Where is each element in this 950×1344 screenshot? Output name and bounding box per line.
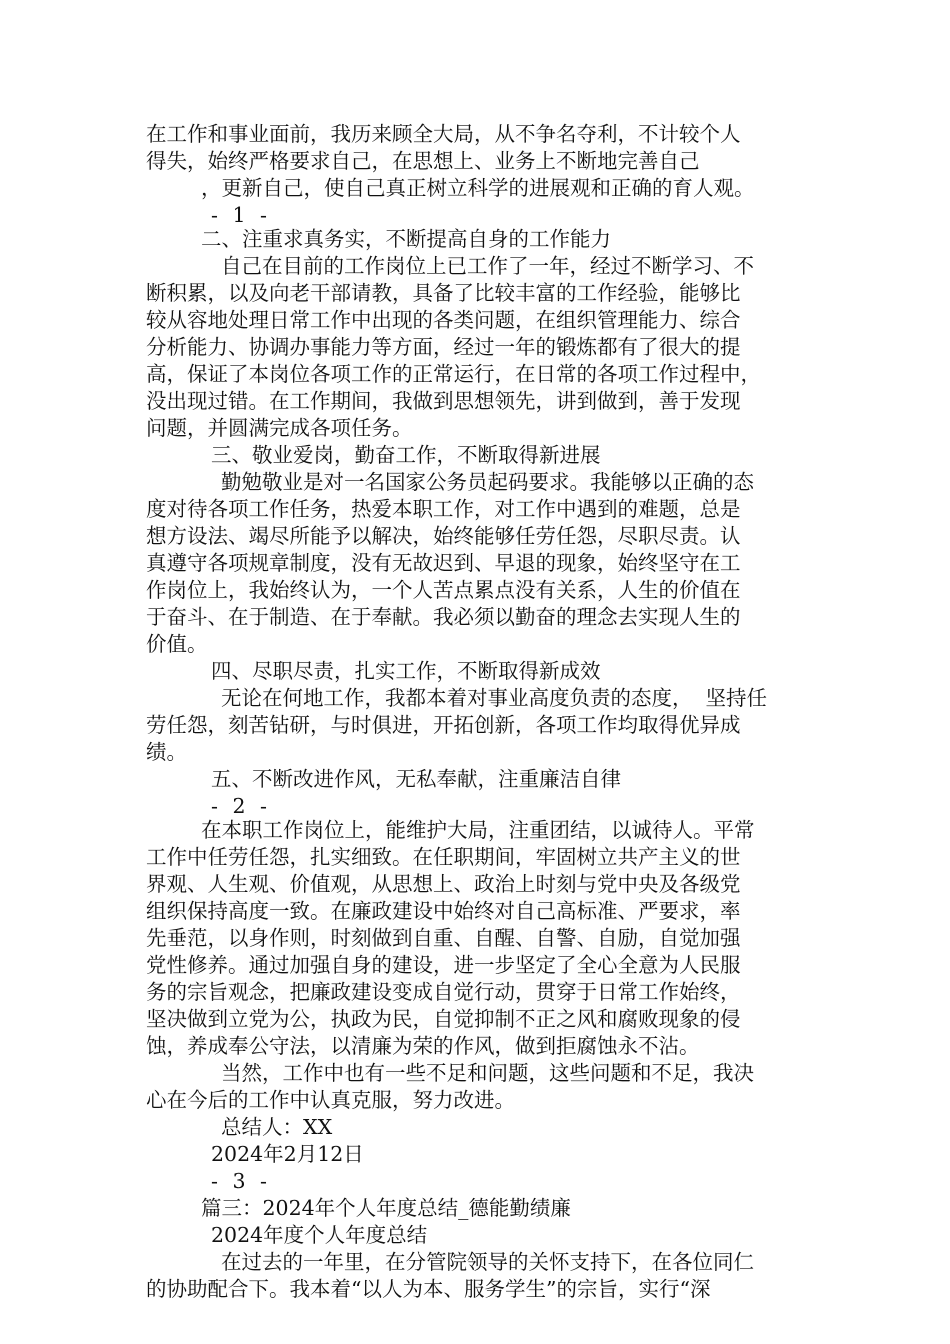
text-line: 分析能力、协调办事能力等方面，经过一年的锻炼都有了很大的提 [146,335,741,359]
text-line: 真遵守各项规章制度，没有无故迟到、早退的现象，始终坚守在工 [146,551,741,575]
text-line: 价值。 [146,632,208,656]
article-title: 篇三：2024年个人年度总结_德能勤绩廉 [201,1196,571,1220]
text-line: 勤勉敬业是对一名国家公务员起码要求。我能够以正确的态 [221,470,754,494]
text-line: 问题，并圆满完成各项任务。 [146,416,413,440]
text-line: 在过去的一年里，在分管院领导的关怀支持下，在各位同仁 [221,1250,754,1274]
text-line: 高，保证了本岗位各项工作的正常运行，在日常的各项工作过程中， [146,362,761,386]
text-line: 绩。 [146,740,187,764]
text-line: 作岗位上，我始终认为，一个人苦点累点没有关系，人生的价值在 [146,578,741,602]
text-line: 的协助配合下。我本着“以人为本、服务学生”的宗旨，实行“深 [146,1277,711,1301]
text-line: 蚀，养成奉公守法，以清廉为荣的作风，做到拒腐蚀永不沾。 [146,1034,700,1058]
text-line: 组织保持高度一致。在廉政建设中始终对自己高标准、严要求，率 [146,899,741,923]
text-line: 心在今后的工作中认真克服，努力改进。 [146,1088,515,1112]
text-line: 务的宗旨观念，把廉政建设变成自觉行动，贯穿于日常工作始终， [146,980,741,1004]
text-line: 没出现过错。在工作期间，我做到思想领先，讲到做到，善于发现 [146,389,741,413]
text-line: 党性修养。通过加强自身的建设，进一步坚定了全心全意为人民服 [146,953,741,977]
text-line: 坚决做到立党为公，执政为民，自觉抑制不正之风和腐败现象的侵 [146,1007,741,1031]
text-line: 于奋斗、在于制造、在于奉献。我必须以勤奋的理念去实现人生的 [146,605,741,629]
text-line: 得失，始终严格要求自己，在思想上、业务上不断地完善自己 [146,149,700,173]
text-line: ，更新自己，使自己真正树立科学的进展观和正确的育人观。 [201,176,755,200]
section-heading: 五、不断改进作风，无私奉献，注重廉洁自律 [211,767,621,791]
text-line: 在工作和事业面前，我历来顾全大局，从不争名夺利，不计较个人 [146,122,741,146]
section-heading: 二、注重求真务实，不断提高自身的工作能力 [201,227,611,251]
page-number: - 3 - [211,1169,271,1193]
date-line: 2024年2月12日 [211,1142,364,1166]
text-line: 无论在何地工作，我都本着对事业高度负责的态度， 坚持任 [221,686,768,710]
text-line: 界观、人生观、价值观，从思想上、政治上时刻与党中央及各级党 [146,872,741,896]
signature-line: 总结人：XX [221,1115,333,1139]
text-line: 在本职工作岗位上，能维护大局，注重团结，以诚待人。平常 [201,818,755,842]
text-line: 断积累，以及向老干部请教，具备了比较丰富的工作经验，能够比 [146,281,741,305]
article-subtitle: 2024年度个人年度总结 [211,1223,428,1247]
page-number: - 1 - [211,203,271,227]
text-line: 当然，工作中也有一些不足和问题，这些问题和不足，我决 [221,1061,754,1085]
text-line: 劳任怨，刻苦钻研，与时俱进，开拓创新，各项工作均取得优异成 [146,713,741,737]
section-heading: 三、敬业爱岗，勤奋工作，不断取得新进展 [211,443,601,467]
text-line: 工作中任劳任怨，扎实细致。在任职期间，牢固树立共产主义的世 [146,845,741,869]
text-line: 先垂范，以身作则，时刻做到自重、自醒、自警、自励，自觉加强 [146,926,741,950]
text-line: 自己在目前的工作岗位上已工作了一年，经过不断学习、不 [221,254,754,278]
text-line: 较从容地处理日常工作中出现的各类问题，在组织管理能力、综合 [146,308,741,332]
page-number: - 2 - [211,794,271,818]
text-line: 想方设法、竭尽所能予以解决，始终能够任劳任怨，尽职尽责。认 [146,524,741,548]
section-heading: 四、尽职尽责，扎实工作，不断取得新成效 [211,659,601,683]
text-line: 度对待各项工作任务，热爱本职工作，对工作中遇到的难题，总是 [146,497,741,521]
